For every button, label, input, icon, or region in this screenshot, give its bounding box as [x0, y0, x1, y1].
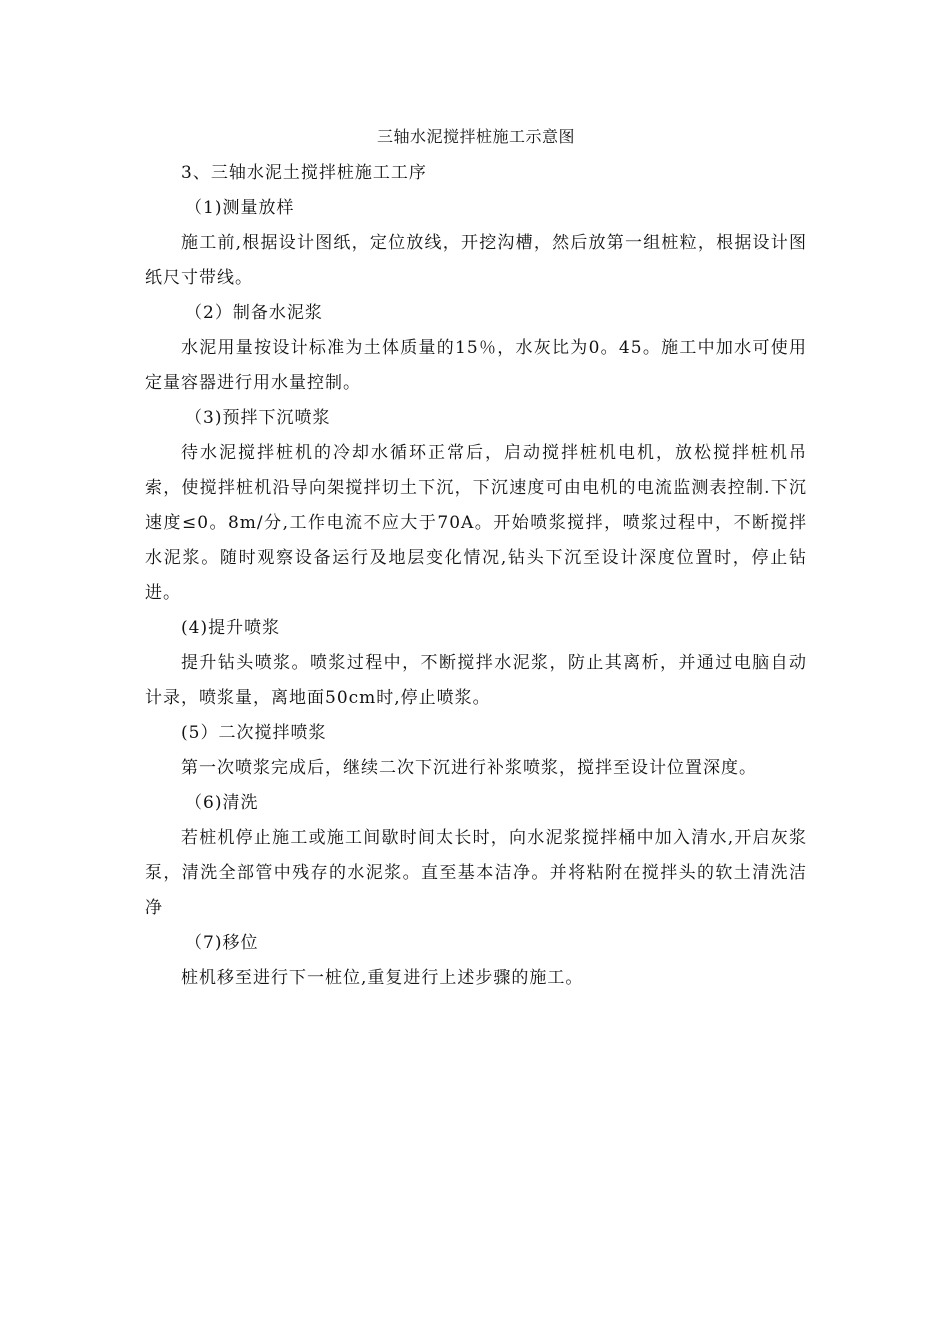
- step-body-5: 第一次喷浆完成后，继续二次下沉进行补浆喷浆，搅拌至设计位置深度。: [181, 758, 757, 778]
- step-body-1: 施工前,根据设计图纸，定位放线，开挖沟槽，然后放第一组桩粒，根据设计图纸尺寸带线。: [145, 233, 807, 288]
- document-content: [145, 124, 807, 996]
- step-body-7: 桩机移至进行下一桩位,重复进行上述步骤的施工。: [181, 968, 584, 988]
- step-body-2: 水泥用量按设计标准为土体质量的15％，水灰比为0。45。施工中加水可使用定量容器进行用水量控制。: [145, 338, 807, 393]
- step-body-3: 待水泥搅拌桩机的冷却水循环正常后，启动搅拌桩机电机，放松搅拌桩机吊索，使搅拌桩机沿导向架搅拌切土下沉，下沉速度可由电机的电流监测表控制.下沉速度≤0。8m/分,工作电流不应大于70A。开始喷浆搅拌，喷浆过程中，不断搅拌水泥浆。随时观察设备运行及地层变化情况,钻头下沉至设计深度位置时，停止钻进。: [145, 443, 807, 603]
- section-title: 3、三轴水泥土搅拌桩施工工序: [181, 163, 427, 183]
- step-body-6: 若桩机停止施工或施工间歇时间太长时，向水泥浆搅拌桶中加入清水,开启灰浆泵，清洗全部管中残存的水泥浆。直至基本洁净。并将粘附在搅拌头的软土清洗洁净: [145, 828, 807, 918]
- step-heading-1: （1)测量放样: [185, 198, 295, 218]
- step-heading-7: （7)移位: [185, 933, 259, 953]
- step-heading-3: （3)预拌下沉喷浆: [185, 408, 331, 428]
- step-heading-4: (4)提升喷浆: [181, 618, 281, 638]
- step-heading-2: （2）制备水泥浆: [185, 303, 323, 323]
- step-heading-6: （6)清洗: [185, 793, 259, 813]
- step-heading-5: (5）二次搅拌喷浆: [181, 723, 327, 743]
- figure-caption: 三轴水泥搅拌桩施工示意图: [376, 127, 575, 146]
- step-body-4: 提升钻头喷浆。喷浆过程中，不断搅拌水泥浆，防止其离析，并通过电脑自动计录，喷浆量，离地面50cm时,停止喷浆。: [145, 653, 807, 708]
